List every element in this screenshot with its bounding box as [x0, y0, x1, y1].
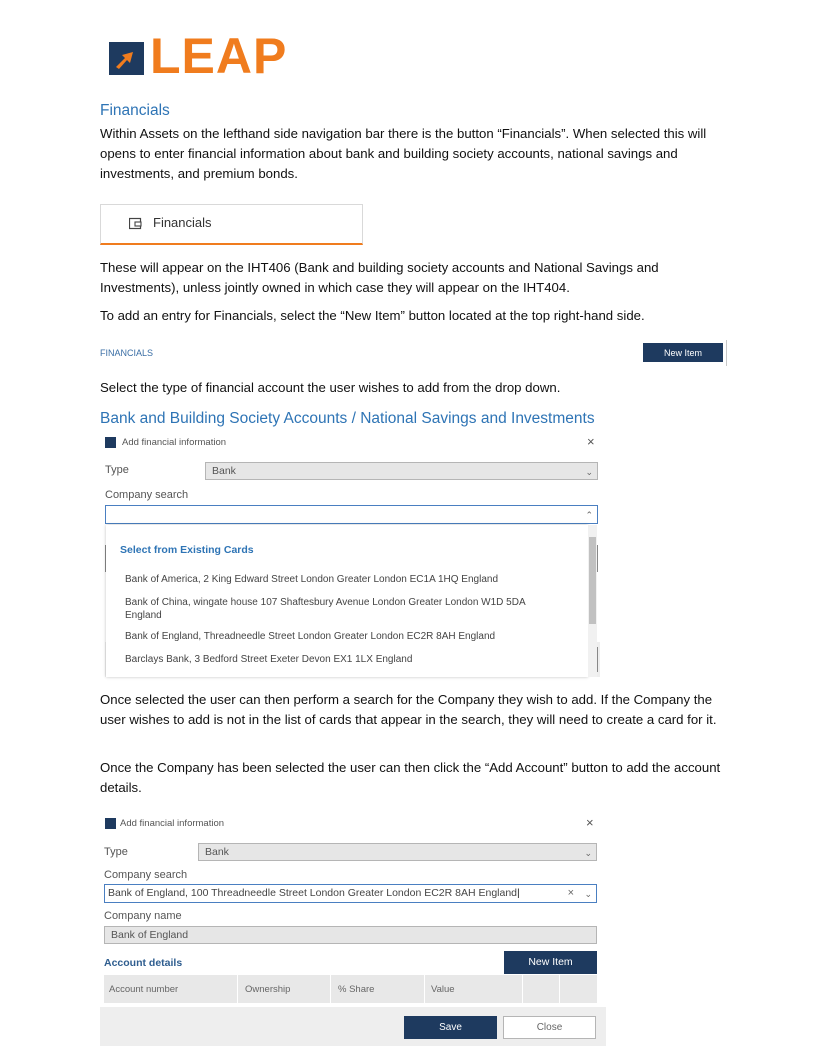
type-select-value: Bank [212, 465, 236, 477]
app-icon [105, 437, 116, 448]
dialog-edge [597, 545, 598, 572]
close-icon[interactable]: × [587, 434, 595, 449]
dropdown-heading: Select from Existing Cards [120, 544, 254, 556]
dropdown-item[interactable]: Barclays Bank, 3 Bedford Street Exeter Devon EX1 1LX England [125, 654, 413, 665]
company-search-value: Bank of England, 100 Threadneedle Street London Greater London EC2R 8AH England [108, 887, 518, 899]
type-select[interactable] [198, 843, 597, 861]
dropdown-instruction: Select the type of financial account the user wishes to add from the drop down. [100, 380, 561, 395]
column-divider [522, 975, 523, 1003]
column-divider [424, 975, 425, 1003]
divider [726, 340, 727, 366]
company-name-field[interactable] [104, 926, 597, 944]
chevron-down-icon: ⌄ [584, 848, 592, 858]
dialog-edge [597, 647, 598, 672]
chevron-down-icon: ⌄ [585, 467, 593, 477]
column-divider [237, 975, 238, 1003]
chevron-up-icon: ⌃ [585, 510, 593, 520]
new-item-instruction: To add an entry for Financials, select the “New Item” button located at the top right-hand side. [100, 308, 645, 323]
company-search-input[interactable]: Bank of England, 100 Threadneedle Street London Greater London EC2R 8AH England| × ⌄ [104, 884, 597, 903]
dialog-title: Add financial information [120, 818, 225, 829]
financials-header-label: FINANCIALS [100, 348, 154, 358]
chevron-down-icon: ⌄ [584, 889, 592, 899]
column-divider [330, 975, 331, 1003]
iht406-paragraph: These will appear on the IHT406 (Bank and building society accounts and National Savings and Investments), unless jointly owned in which case they will appear on the IHT404. [100, 260, 659, 295]
column-value: Value [431, 984, 455, 995]
app-icon [105, 818, 116, 829]
section-heading-bank-accounts: Bank and Building Society Accounts / National Savings and Investments [100, 410, 595, 427]
type-select[interactable] [205, 462, 598, 480]
column-ownership: Ownership [245, 984, 291, 995]
add-account-paragraph: Once the Company has been selected the user can then click the “Add Account” button to add the account details. [100, 760, 721, 795]
company-dropdown [106, 525, 588, 677]
leap-logo-mark [109, 42, 144, 75]
type-select-value: Bank [205, 846, 229, 858]
leap-logo-text: LEAP [150, 28, 288, 84]
financials-nav-label: Financials [153, 215, 212, 230]
column-account-number: Account number [109, 984, 179, 995]
close-button[interactable]: Close [503, 1016, 596, 1039]
dropdown-item-continued[interactable]: England [125, 610, 162, 621]
search-paragraph: Once selected the user can then perform a search for the Company they wish to add. If the Company the user wishes to add is not in the list of cards that appear in the search, they will need to create a card for it. [100, 692, 717, 727]
company-search-label: Company search [105, 489, 189, 501]
new-item-button[interactable]: New Item [643, 343, 723, 362]
column-divider [559, 975, 560, 1003]
dropdown-item[interactable]: Bank of America, 2 King Edward Street London Greater London EC1A 1HQ England [125, 574, 499, 585]
financials-nav-button[interactable] [100, 204, 363, 245]
column-share: % Share [338, 984, 375, 995]
company-name-value: Bank of England [111, 929, 189, 941]
section-heading-financials: Financials [100, 102, 170, 119]
scrollbar-thumb[interactable] [589, 537, 596, 624]
save-button[interactable]: Save [404, 1016, 497, 1039]
type-label: Type [104, 846, 128, 858]
type-label: Type [105, 464, 129, 476]
arrow-icon [109, 42, 144, 75]
dropdown-item[interactable]: Bank of China, wingate house 107 Shaftesbury Avenue London Greater London W1D 5DA [125, 597, 526, 608]
account-table-header [104, 975, 597, 1003]
intro-paragraph: Within Assets on the lefthand side navigation bar there is the button “Financials”. When selected this will opens to enter financial information about bank and building society accounts, national savings and investments, and premium bonds. [100, 126, 707, 181]
close-icon[interactable]: × [586, 815, 594, 830]
company-search-label: Company search [104, 869, 188, 881]
dialog-title: Add financial information [122, 437, 227, 448]
clear-icon[interactable]: × [567, 887, 574, 899]
dropdown-item[interactable]: Bank of England, Threadneedle Street London Greater London EC2R 8AH England [125, 631, 496, 642]
company-name-label: Company name [104, 910, 182, 922]
company-search-input[interactable] [105, 505, 598, 524]
wallet-icon [129, 217, 142, 230]
new-account-button[interactable]: New Item [504, 951, 597, 974]
account-details-heading: Account details [104, 957, 183, 969]
